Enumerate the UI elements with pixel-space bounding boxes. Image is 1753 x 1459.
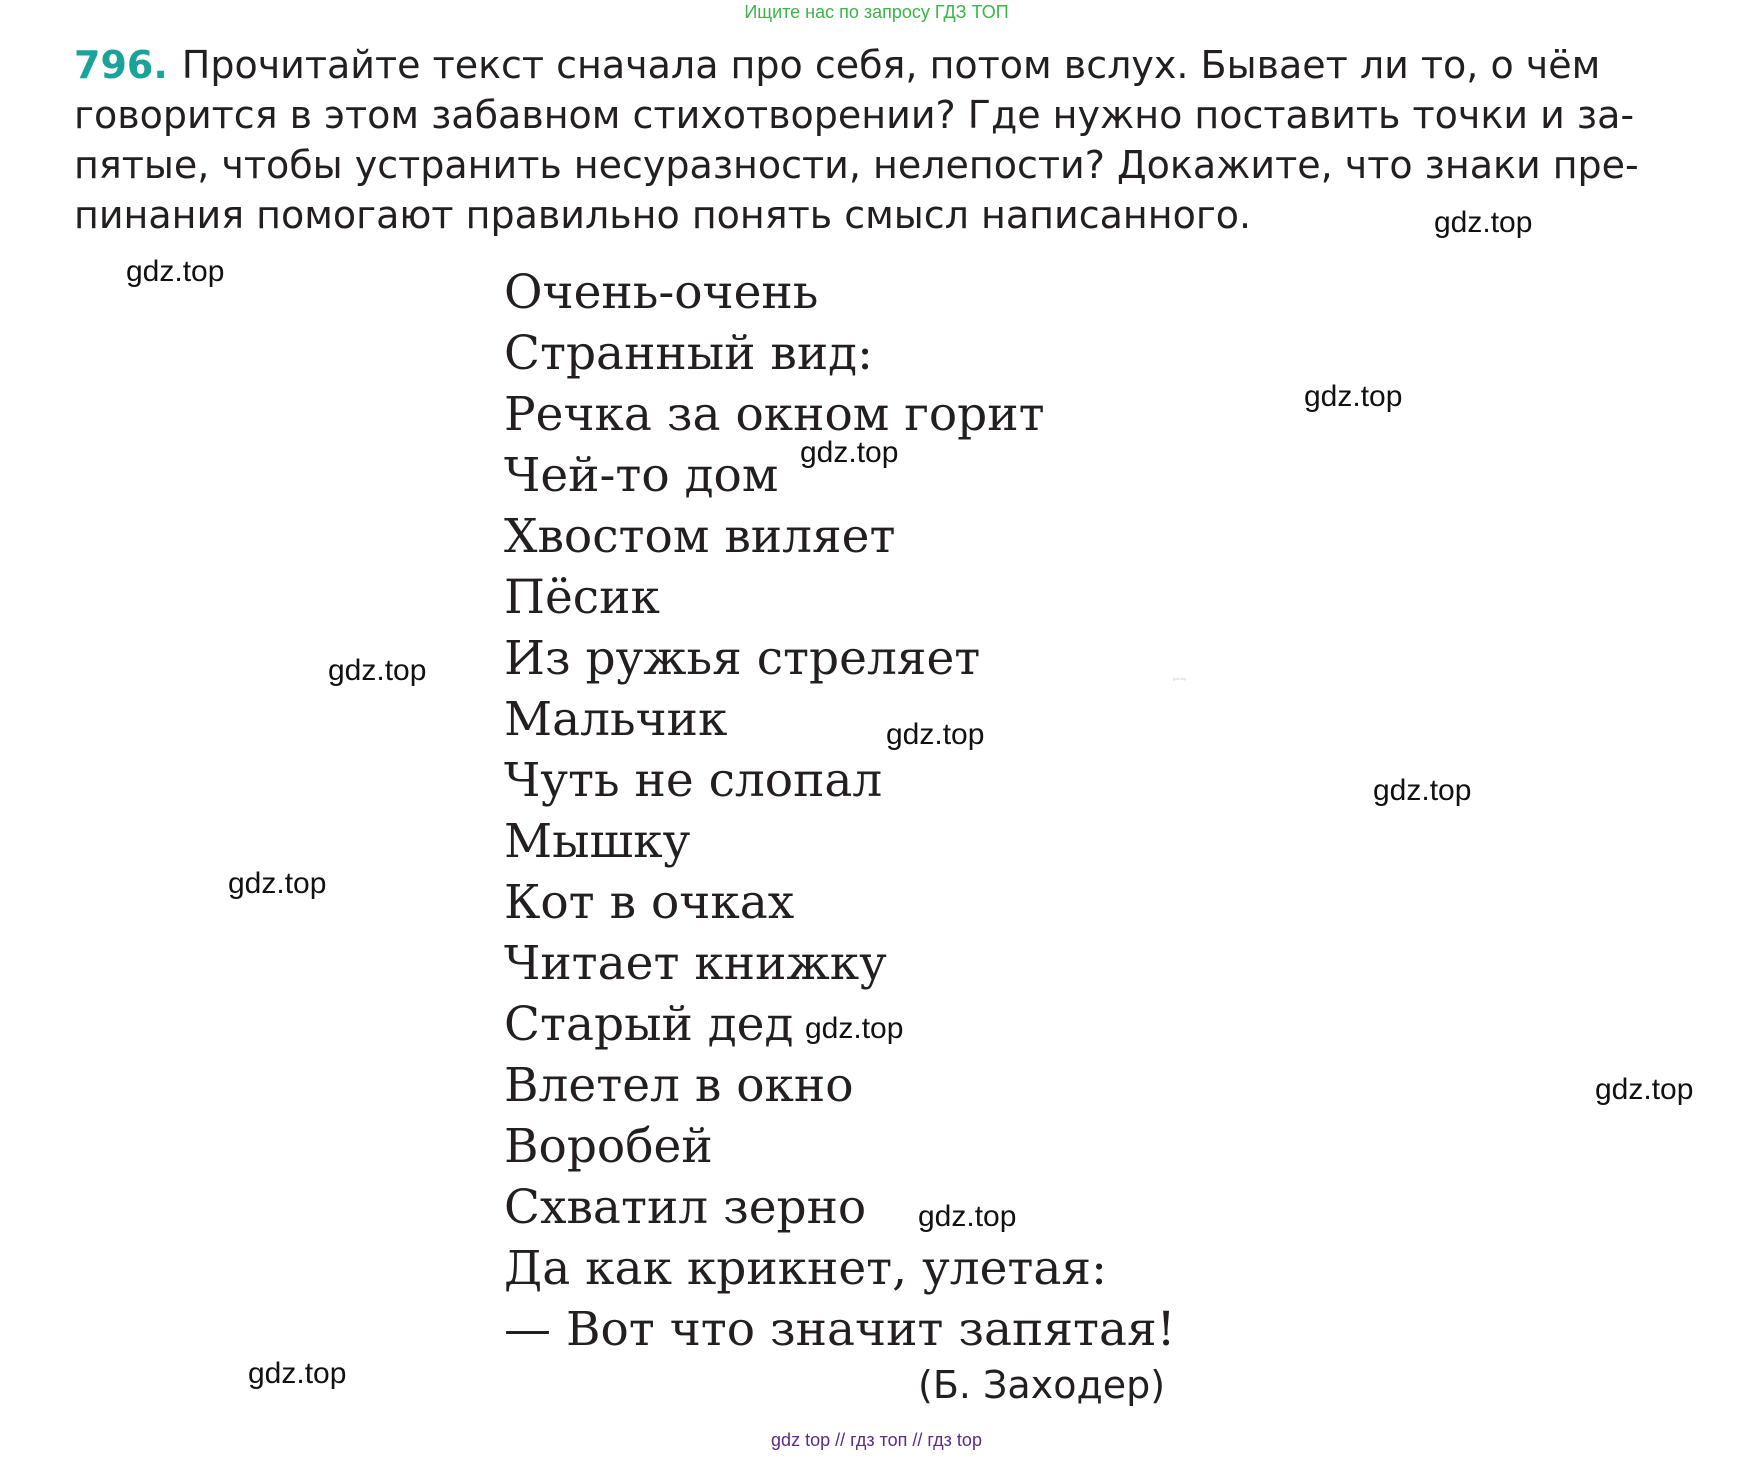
poem-line-18: — Вот что значит запятая! (504, 1302, 1176, 1357)
poem-line-13: Старый дед (504, 997, 794, 1052)
poem-line-16: Схватил зерно (504, 1180, 867, 1235)
poem-line-2: Странный вид: (504, 326, 873, 381)
watermark: gdz.top (918, 1200, 1017, 1233)
watermark: gdz.top (1373, 774, 1472, 807)
watermark: gdz.top (1304, 380, 1403, 413)
poem-line-7: Из ружья стреляет (504, 631, 981, 686)
poem-line-14: Влетел в окно (504, 1058, 854, 1113)
poem-line-1: Очень-очень (504, 265, 819, 320)
watermark: gdz.top (228, 867, 327, 900)
poem-line-5: Хвостом виляет (504, 509, 896, 564)
top-banner: Ищите нас по запросу ГДЗ ТОП (744, 2, 1009, 22)
task-line-2: говорится в этом забавном стихотворении? Где нужно поставить точки и за- (74, 93, 1635, 137)
poem (504, 262, 1176, 1360)
watermark: gdz.top (1434, 206, 1533, 239)
poem-line-3: Речка за окном горит (504, 387, 1045, 442)
task-line-3: пятые, чтобы устранить несуразности, нелепости? Докажите, что знаки пре- (74, 143, 1639, 187)
watermark: gdz.top (126, 255, 225, 288)
footer: gdz top // гдз топ // гдз top (771, 1430, 982, 1450)
poem-line-15: Воробей (504, 1119, 713, 1174)
poem-line-8: Мальчик (504, 692, 728, 747)
task-line-1 (74, 40, 1674, 90)
watermark: gdz.top (805, 1012, 904, 1045)
poem-line-12: Читает книжку (504, 936, 887, 991)
watermark: gdz.top (800, 436, 899, 469)
watermark: gdz.top (248, 1357, 347, 1390)
watermark: gdz.top (1595, 1073, 1694, 1106)
poem-author: (Б. Заходер) (918, 1363, 1166, 1407)
poem-line-9: Чуть не слопал (504, 753, 883, 808)
poem-line-6: Пёсик (504, 570, 660, 625)
task-line-4: пинания помогают правильно понять смысл написанного. (74, 193, 1252, 237)
task-number: 796. (74, 43, 168, 87)
task-line-1-text: Прочитайте текст сначала про себя, потом вслух. Бывает ли то, о чём (181, 43, 1601, 87)
watermark: gdz.top (328, 654, 427, 687)
poem-line-17: Да как крикнет, улетая: (504, 1241, 1107, 1296)
watermark: gdz.top (886, 718, 985, 751)
poem-line-11: Кот в очках (504, 875, 795, 930)
poem-line-10: Мышку (504, 814, 691, 869)
poem-line-4: Чей-то дом (504, 448, 779, 503)
watermark: gdz.top (1173, 676, 1187, 681)
